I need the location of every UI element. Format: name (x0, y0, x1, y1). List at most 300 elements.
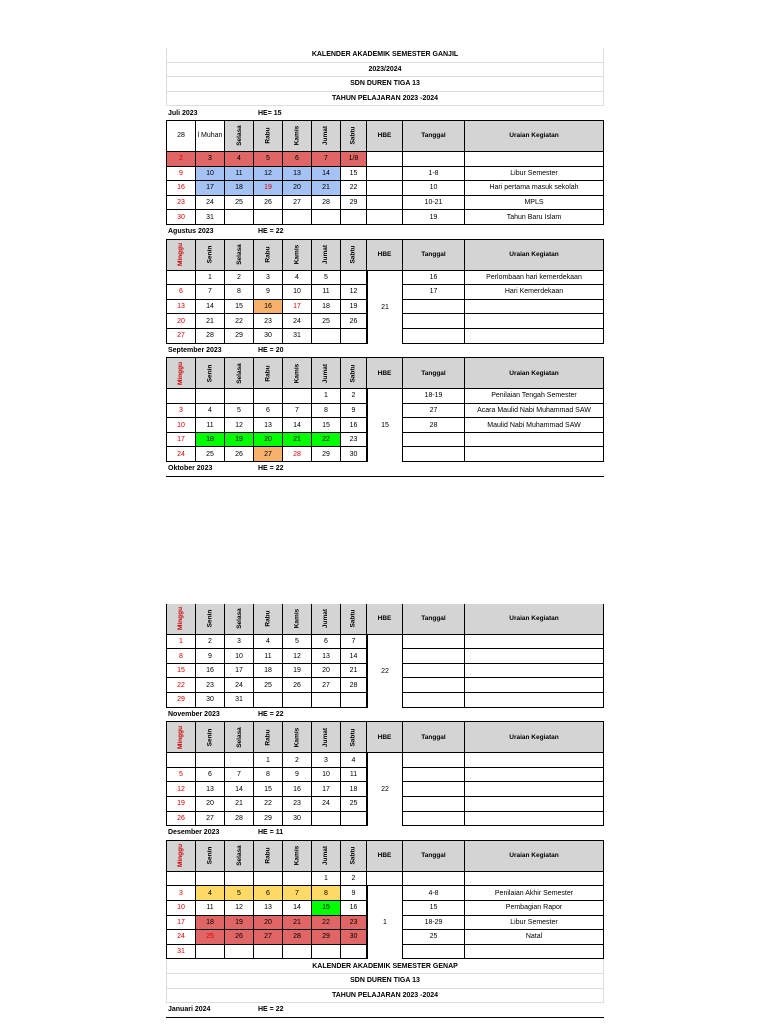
day-cell: 20 (166, 314, 196, 328)
week-row (166, 181, 604, 196)
header-senin-label: Senin (206, 609, 214, 628)
header-kamis-label: Kamis (293, 126, 301, 146)
he-count: HE = 22 (258, 1006, 284, 1014)
header-rabu-label: Rabu (264, 127, 272, 145)
header-senin (196, 358, 225, 388)
header-kamis (283, 358, 312, 388)
day-cell: 24 (225, 678, 254, 692)
day-cell (254, 872, 283, 886)
day-cell (254, 389, 283, 403)
day-cell (312, 329, 341, 343)
day-cell: 26 (341, 314, 367, 328)
hbe-cell (367, 181, 403, 195)
day-cell (341, 210, 367, 224)
day-cell: 13 (166, 300, 196, 314)
day-cell: 15 (312, 901, 341, 915)
day-cell: 28 (283, 447, 312, 461)
header-senin (196, 240, 225, 270)
hbe-value: 22 (367, 753, 403, 826)
day-cell: 28 (283, 930, 312, 944)
day-cell: 22 (341, 181, 367, 195)
day-cell: 4 (283, 271, 312, 285)
header-sabtu (341, 121, 367, 151)
day-cell: 14 (341, 649, 367, 663)
day-cell: 25 (341, 797, 367, 811)
month-label-row (166, 225, 604, 240)
day-cell (225, 872, 254, 886)
day-cell: 13 (254, 901, 283, 915)
day-cell: 12 (341, 285, 367, 299)
event-description (465, 664, 604, 678)
event-description: Hari pertama masuk sekolah (465, 181, 604, 195)
day-cell: 19 (283, 664, 312, 678)
event-description (465, 152, 604, 166)
event-date (403, 693, 465, 707)
day-cell: 19 (166, 797, 196, 811)
event-description (465, 300, 604, 314)
month-name: Agustus 2023 (168, 228, 214, 236)
header-sabtu-label: Sabtu (350, 609, 357, 628)
day-cell: 8 (312, 404, 341, 418)
header-tanggal: Tanggal (403, 841, 465, 871)
header-senin-label: Senin (206, 846, 214, 865)
day-cell: 3 (225, 635, 254, 649)
day-cell: 6 (312, 635, 341, 649)
day-cell: 28 (341, 678, 367, 692)
month-label-row (166, 708, 604, 723)
month-label-row (166, 344, 604, 359)
event-date: 16 (403, 271, 465, 285)
day-cell: 31 (225, 693, 254, 707)
day-cell (254, 210, 283, 224)
month-name: September 2023 (168, 346, 222, 354)
day-cell: 17 (166, 916, 196, 930)
day-cell: 10 (283, 285, 312, 299)
month-block-juli (166, 121, 604, 225)
calendar-title: TAHUN PELAJARAN 2023 -2024 (166, 92, 604, 106)
header-jumat-label: Jumat (322, 126, 330, 146)
month-name: Oktober 2023 (168, 465, 213, 473)
day-cell: 16 (166, 181, 196, 195)
day-cell: 6 (283, 152, 312, 166)
event-description: MPLS (465, 196, 604, 210)
event-description (465, 433, 604, 447)
header-sabtu-label: Sabtu (350, 126, 357, 145)
he-count: HE = 11 (258, 829, 284, 837)
calendar-title-row (166, 989, 604, 1004)
day-cell: 23 (254, 314, 283, 328)
day-cell: 2 (196, 635, 225, 649)
day-cell: 17 (196, 181, 225, 195)
day-cell: 31 (166, 945, 196, 959)
day-cell (196, 945, 225, 959)
header-jumat (312, 841, 341, 871)
event-description (465, 812, 604, 826)
day-cell: 9 (254, 285, 283, 299)
hbe-cell (367, 152, 403, 166)
calendar-title-row (166, 63, 604, 78)
day-cell: 9 (196, 649, 225, 663)
month-block-oktober (166, 604, 604, 708)
header-hbe: HBE (367, 722, 403, 752)
month-block-september (166, 358, 604, 462)
day-cell (312, 210, 341, 224)
event-date (403, 872, 465, 886)
header-jumat (312, 121, 341, 151)
day-cell: 18 (341, 782, 367, 796)
header-minggu (166, 240, 196, 270)
day-cell: 9 (283, 768, 312, 782)
day-cell: 24 (196, 196, 225, 210)
day-cell: 25 (196, 930, 225, 944)
day-cell: 5 (225, 404, 254, 418)
day-cell: 14 (225, 782, 254, 796)
event-description (465, 314, 604, 328)
day-cell: 27 (283, 196, 312, 210)
day-cell: 29 (312, 930, 341, 944)
day-cell: 1/8 (341, 152, 367, 166)
he-count: HE = 22 (258, 710, 284, 718)
month-block-agustus (166, 240, 604, 344)
day-cell: 28 (312, 196, 341, 210)
header-minggu (166, 121, 196, 151)
day-cell: 19 (225, 916, 254, 930)
day-cell (196, 753, 225, 767)
day-cell: 18 (196, 916, 225, 930)
day-cell: 25 (225, 196, 254, 210)
event-date: 17 (403, 285, 465, 299)
header-selasa-label: Selasa (235, 726, 243, 748)
weekday-header-row (166, 722, 604, 753)
event-date: 10 (403, 181, 465, 195)
day-cell: 23 (166, 196, 196, 210)
day-cell: 18 (225, 181, 254, 195)
day-cell (341, 693, 367, 707)
day-cell: 20 (254, 916, 283, 930)
calendar-title-row (166, 959, 604, 974)
day-cell: 11 (196, 901, 225, 915)
header-minggu-label: Minggu (177, 725, 185, 749)
day-cell: 25 (254, 678, 283, 692)
event-date (403, 447, 465, 461)
event-date (403, 768, 465, 782)
day-cell: 7 (225, 768, 254, 782)
day-cell: 17 (166, 433, 196, 447)
event-description (465, 329, 604, 343)
header-minggu-label: Minggu (177, 844, 185, 868)
event-date (403, 433, 465, 447)
day-cell: 5 (254, 152, 283, 166)
event-description: Natal (465, 930, 604, 944)
day-cell: 29 (225, 329, 254, 343)
event-date: 25 (403, 930, 465, 944)
day-cell: 6 (196, 768, 225, 782)
day-cell: 4 (225, 152, 254, 166)
day-cell: 1 (312, 389, 341, 403)
week-row (166, 210, 604, 225)
event-date (403, 329, 465, 343)
event-description (465, 693, 604, 707)
header-kamis-label: Kamis (293, 846, 301, 866)
event-description: Tahun Baru Islam (465, 210, 604, 224)
header-minggu-label: Minggu (177, 361, 185, 385)
day-cell: 22 (312, 916, 341, 930)
day-cell: 17 (225, 664, 254, 678)
header-rabu (254, 358, 283, 388)
day-cell: 12 (254, 167, 283, 181)
day-cell: 3 (312, 753, 341, 767)
header-uraian: Uraian Kegiatan (465, 841, 604, 871)
day-cell: 8 (166, 649, 196, 663)
day-cell: 17 (283, 300, 312, 314)
event-description: Hari Kemerdekaan (465, 285, 604, 299)
calendar-title-row (166, 48, 604, 63)
day-cell (225, 945, 254, 959)
day-cell: 10 (225, 649, 254, 663)
day-cell: 14 (283, 418, 312, 432)
header-rabu-label: Rabu (264, 246, 272, 263)
header-selasa (225, 358, 254, 388)
event-date (403, 664, 465, 678)
day-cell: 1 (166, 635, 196, 649)
day-cell: 12 (283, 649, 312, 663)
day-cell: 19 (225, 433, 254, 447)
day-cell: 6 (254, 404, 283, 418)
day-cell (225, 753, 254, 767)
day-cell: 29 (254, 812, 283, 826)
header-uraian: Uraian Kegiatan (465, 358, 604, 388)
month-block-desember (166, 841, 604, 960)
header-kamis (283, 240, 312, 270)
day-cell: 30 (341, 930, 367, 944)
day-cell: 4 (196, 886, 225, 900)
day-cell: 29 (341, 196, 367, 210)
day-cell: 9 (341, 404, 367, 418)
day-cell (166, 389, 196, 403)
day-cell: 21 (312, 181, 341, 195)
day-cell: 19 (341, 300, 367, 314)
header-sabtu-label: Sabtu (350, 728, 357, 747)
header-sabtu-label: Sabtu (350, 846, 357, 865)
day-cell (254, 693, 283, 707)
header-senin (196, 604, 225, 634)
day-cell (283, 872, 312, 886)
event-description (465, 872, 604, 886)
day-cell (254, 945, 283, 959)
header-senin-label: Senin (206, 364, 214, 382)
day-cell: 31 (196, 210, 225, 224)
day-cell: 8 (312, 886, 341, 900)
header-kamis-label: Kamis (293, 727, 301, 747)
day-cell: 20 (254, 433, 283, 447)
event-description: Libur Semester (465, 167, 604, 181)
header-kamis-label: Kamis (293, 363, 301, 383)
header-selasa (225, 841, 254, 871)
day-cell: 26 (225, 930, 254, 944)
day-cell: 7 (196, 285, 225, 299)
day-cell: 31 (283, 329, 312, 343)
event-date: 10-21 (403, 196, 465, 210)
calendar-title: SDN DUREN TIGA 13 (166, 974, 604, 988)
day-cell: 5 (312, 271, 341, 285)
month-name: Juli 2023 (168, 109, 198, 117)
day-cell: 18 (196, 433, 225, 447)
calendar-title-row (166, 92, 604, 107)
day-cell: 25 (312, 314, 341, 328)
day-cell: 7 (283, 404, 312, 418)
month-name: Januari 2024 (168, 1006, 211, 1014)
header-hbe: HBE (367, 240, 403, 270)
day-cell: 21 (283, 916, 312, 930)
day-cell (225, 210, 254, 224)
hbe-value: 15 (367, 389, 403, 462)
day-cell (283, 210, 312, 224)
event-date (403, 797, 465, 811)
event-date (403, 649, 465, 663)
header-kamis (283, 121, 312, 151)
he-count: HE= 15 (258, 109, 282, 117)
event-date: 28 (403, 418, 465, 432)
day-cell (283, 945, 312, 959)
day-cell: 24 (312, 797, 341, 811)
day-cell: 3 (196, 152, 225, 166)
day-cell: 1 (254, 753, 283, 767)
header-senin-label: Senin (206, 245, 214, 264)
he-count: HE = 22 (258, 465, 284, 473)
event-description: Perlombaan hari kemerdekaan (465, 271, 604, 285)
header-uraian: Uraian Kegiatan (465, 604, 604, 634)
event-description (465, 945, 604, 959)
day-cell: 6 (166, 285, 196, 299)
hbe-value: 22 (367, 635, 403, 708)
event-date (403, 945, 465, 959)
day-cell: 16 (196, 664, 225, 678)
event-description (465, 635, 604, 649)
header-tanggal: Tanggal (403, 121, 465, 151)
day-cell: 22 (166, 678, 196, 692)
day-cell: 1 (312, 872, 341, 886)
day-cell: 19 (254, 181, 283, 195)
hbe-value: 21 (367, 271, 403, 344)
day-cell: 22 (225, 314, 254, 328)
day-cell: 12 (225, 418, 254, 432)
event-date: 18-19 (403, 389, 465, 403)
event-date: 15 (403, 901, 465, 915)
day-cell: 9 (166, 167, 196, 181)
header-sabtu (341, 722, 367, 752)
day-cell: 23 (341, 433, 367, 447)
header-sabtu (341, 358, 367, 388)
header-jumat-label: Jumat (322, 363, 330, 383)
header-uraian: Uraian Kegiatan (465, 121, 604, 151)
event-description: Libur Semester (465, 916, 604, 930)
day-cell: 3 (166, 404, 196, 418)
day-cell (312, 693, 341, 707)
header-rabu (254, 240, 283, 270)
event-description (465, 678, 604, 692)
header-minggu (166, 604, 196, 634)
day-cell: 8 (254, 768, 283, 782)
day-cell: 11 (225, 167, 254, 181)
day-cell: 30 (166, 210, 196, 224)
day-cell: 16 (254, 300, 283, 314)
day-cell (166, 271, 196, 285)
event-description: Penilaian Tengah Semester (465, 389, 604, 403)
calendar-title-row (166, 974, 604, 989)
day-cell: 18 (312, 300, 341, 314)
day-cell: 5 (166, 768, 196, 782)
event-date (403, 782, 465, 796)
header-tanggal: Tanggal (403, 240, 465, 270)
header-sabtu-label: Sabtu (350, 245, 357, 264)
event-date (403, 314, 465, 328)
day-cell: 2 (283, 753, 312, 767)
day-cell: 27 (254, 930, 283, 944)
header-selasa (225, 121, 254, 151)
event-description (465, 649, 604, 663)
calendar-title: KALENDER AKADEMIK SEMESTER GANJIL (166, 48, 604, 62)
day-cell: 11 (312, 285, 341, 299)
header-minggu (166, 841, 196, 871)
header-hbe: HBE (367, 841, 403, 871)
day-cell: 2 (341, 872, 367, 886)
day-cell: 26 (225, 447, 254, 461)
day-cell: 4 (196, 404, 225, 418)
calendar-title-row (166, 77, 604, 92)
day-cell: 10 (312, 768, 341, 782)
header-selasa (225, 722, 254, 752)
day-cell: 30 (254, 329, 283, 343)
day-cell: 22 (312, 433, 341, 447)
event-date (403, 152, 465, 166)
week-row (166, 167, 604, 182)
event-description: Penilaian Akhir Semester (465, 886, 604, 900)
week-row (166, 196, 604, 211)
month-block-november (166, 722, 604, 826)
header-hbe: HBE (367, 121, 403, 151)
event-description (465, 782, 604, 796)
header-selasa-label: Selasa (235, 608, 243, 629)
header-senin (196, 722, 225, 752)
header-rabu (254, 121, 283, 151)
day-cell: 23 (341, 916, 367, 930)
calendar-title: KALENDER AKADEMIK SEMESTER GENAP (166, 959, 604, 973)
day-cell: 7 (341, 635, 367, 649)
day-cell: 20 (283, 181, 312, 195)
header-selasa-label: Selasa (235, 362, 243, 384)
day-cell: 5 (225, 886, 254, 900)
month-name: Desember 2023 (168, 829, 220, 837)
day-cell (166, 753, 196, 767)
event-description (465, 768, 604, 782)
month-label-row (166, 826, 604, 841)
day-cell: 27 (166, 329, 196, 343)
hbe-cell (367, 196, 403, 210)
month-label-row (166, 1003, 604, 1018)
header-kamis-label: Kamis (293, 608, 301, 629)
day-cell (341, 271, 367, 285)
day-cell: 13 (254, 418, 283, 432)
day-cell: 27 (196, 812, 225, 826)
day-cell: 11 (254, 649, 283, 663)
header-uraian: Uraian Kegiatan (465, 240, 604, 270)
day-cell: 29 (312, 447, 341, 461)
calendar-title: TAHUN PELAJARAN 2023 -2024 (166, 989, 604, 1003)
day-cell: 23 (196, 678, 225, 692)
day-cell: 5 (283, 635, 312, 649)
day-cell: 15 (225, 300, 254, 314)
day-cell: 3 (166, 886, 196, 900)
